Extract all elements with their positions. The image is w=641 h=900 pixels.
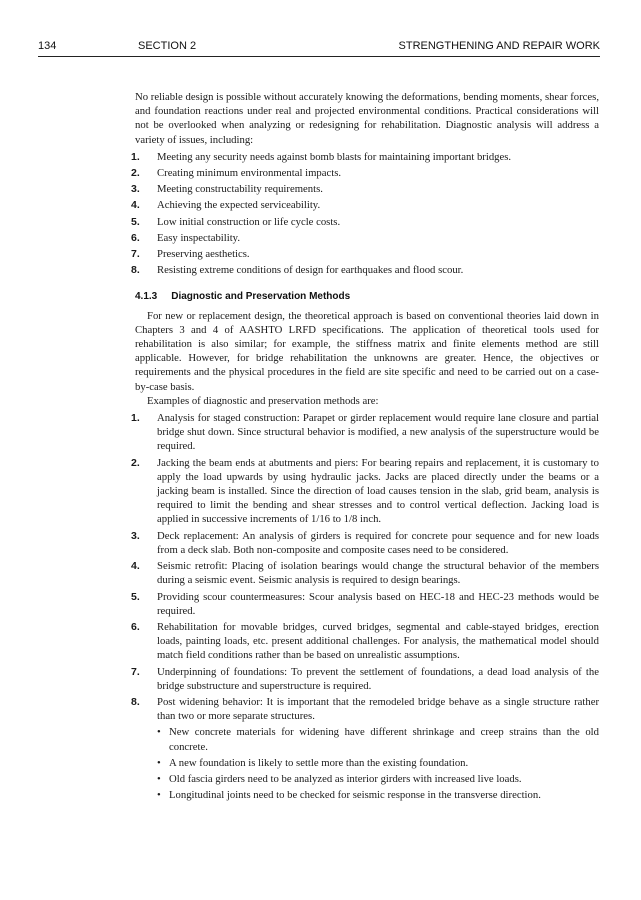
paragraph: Examples of diagnostic and preservation methods are: [147,394,379,407]
method-item: 2. Jacking the beam ends at abutments and piers: For bearing repairs and replacement, it is customary to apply the load upwards by using hydraulic jacks. Jacks are placed directly under the beams or a jacking beam is installed. Since the direction of load causes tension in the slab, grid beam, analysis is required to limit the bending and shear stresses and to control vertical deflection. Jacking load is applied in successive increments of 1/16 to 1/8 inch. [131,456,599,526]
method-item: 3. Deck replacement: An analysis of girders is required for concrete pour sequence and for new loads from a deck slab. Both non-composite and composite cases need to be considered. [131,529,599,556]
method-item: 1. Analysis for staged construction: Parapet or girder replacement would require lane closure and partial bridge shut down. Since structural behavior is modified, a new analysis of the superstructure would be required. [131,412,599,453]
running-header [38,40,600,56]
issue-item: 5. Low initial construction or life cycle costs. [131,215,341,228]
method-item: 5. Providing scour countermeasures: Scour analysis based on HEC-18 and HEC-23 methods would be required. [131,590,599,617]
methods-list [131,411,599,802]
issue-item: 4. Achieving the expected serviceability. [131,199,321,212]
subsection-title: Diagnostic and Preservation Methods [171,291,351,303]
subsection-heading [135,290,599,304]
bullet-item: • New concrete materials for widening have different shrinkage and creep strains than the old concrete. [157,726,599,753]
method-item: 4. Seismic retrofit: Placing of isolation bearings would change the structural behavior of the members during a seismic event. Seismic analysis is required to design bearings. [131,560,599,587]
bullet-item: • Old fascia girders need to be analyzed as interior girders with increased live loads. [157,772,522,785]
subsection-number: 4.1.3 [135,291,158,303]
section-label: SECTION 2 [138,40,197,52]
running-title: STRENGTHENING AND REPAIR WORK [398,40,600,52]
method-item: 6. Rehabilitation for movable bridges, curved bridges, segmental and cable-stayed bridges, erection loads, painting loads, etc. present additional challenges. For analysis, the mathematical model should match field conditions rather than be based on unrealistic assumptions. [131,620,599,662]
body-text [131,90,599,804]
issue-item: 8. Resisting extreme conditions of design for earthquakes and flood scour. [131,264,464,277]
issue-item: 7. Preserving aesthetics. [131,248,250,261]
issue-item: 2. Creating minimum environmental impacts. [131,167,342,180]
page-number: 134 [38,40,57,52]
issue-item: 6. Easy inspectability. [131,231,241,244]
paragraph: For new or replacement design, the theoretical approach is based on conventional theories laid down in Chapters 3 and 4 of AASHTO LRFD specifications. The application of theoretical tools used for rehabilitation is also similar; for example, the stiffness matrix and finite elements method are still applicable. However, for bridge rehabilitation the unknowns are greater. Hence, the objectives or requirements and the physical procedures in the field are site specific and need to be carried out on a case-by-case basis. [135,309,599,393]
bullet-item: • Longitudinal joints need to be checked for seismic response in the transverse direction. [157,789,541,802]
widening-bullets [157,725,599,802]
method-item: 7. Underpinning of foundations: To prevent the settlement of foundations, a dead load analysis of the bridge substructure and superstructure is required. [131,665,599,692]
issue-item: 1. Meeting any security needs against bomb blasts for maintaining important bridges. [131,150,512,163]
intro-paragraph: No reliable design is possible without accurately knowing the deformations, bending moments, shear forces, and foundation reactions under real and projected environmental conditions. Practical considerations will not be overlooked when analyzing or redesigning for rehabilitation. Diagnostic analysis will address a variety of issues, including: [135,91,599,146]
method-item: 8. Post widening behavior: It is important that the remodeled bridge behave as a single structure rather than two or more separate structures. • New concrete materials for widening have different shrinkage and creep strains than the old concrete. • A new foundation is likely to settle more than the existing foundation. • Old fascia girders need to be analyzed as interior girders with increased live loads. • Longitudinal joints need to be checked for seismic response in the transverse direction. [131,695,599,802]
bullet-item: • A new foundation is likely to settle more than the existing foundation. [157,756,469,769]
issues-list [131,150,599,278]
issue-item: 3. Meeting constructability requirements. [131,183,323,196]
header-rule [38,56,600,57]
